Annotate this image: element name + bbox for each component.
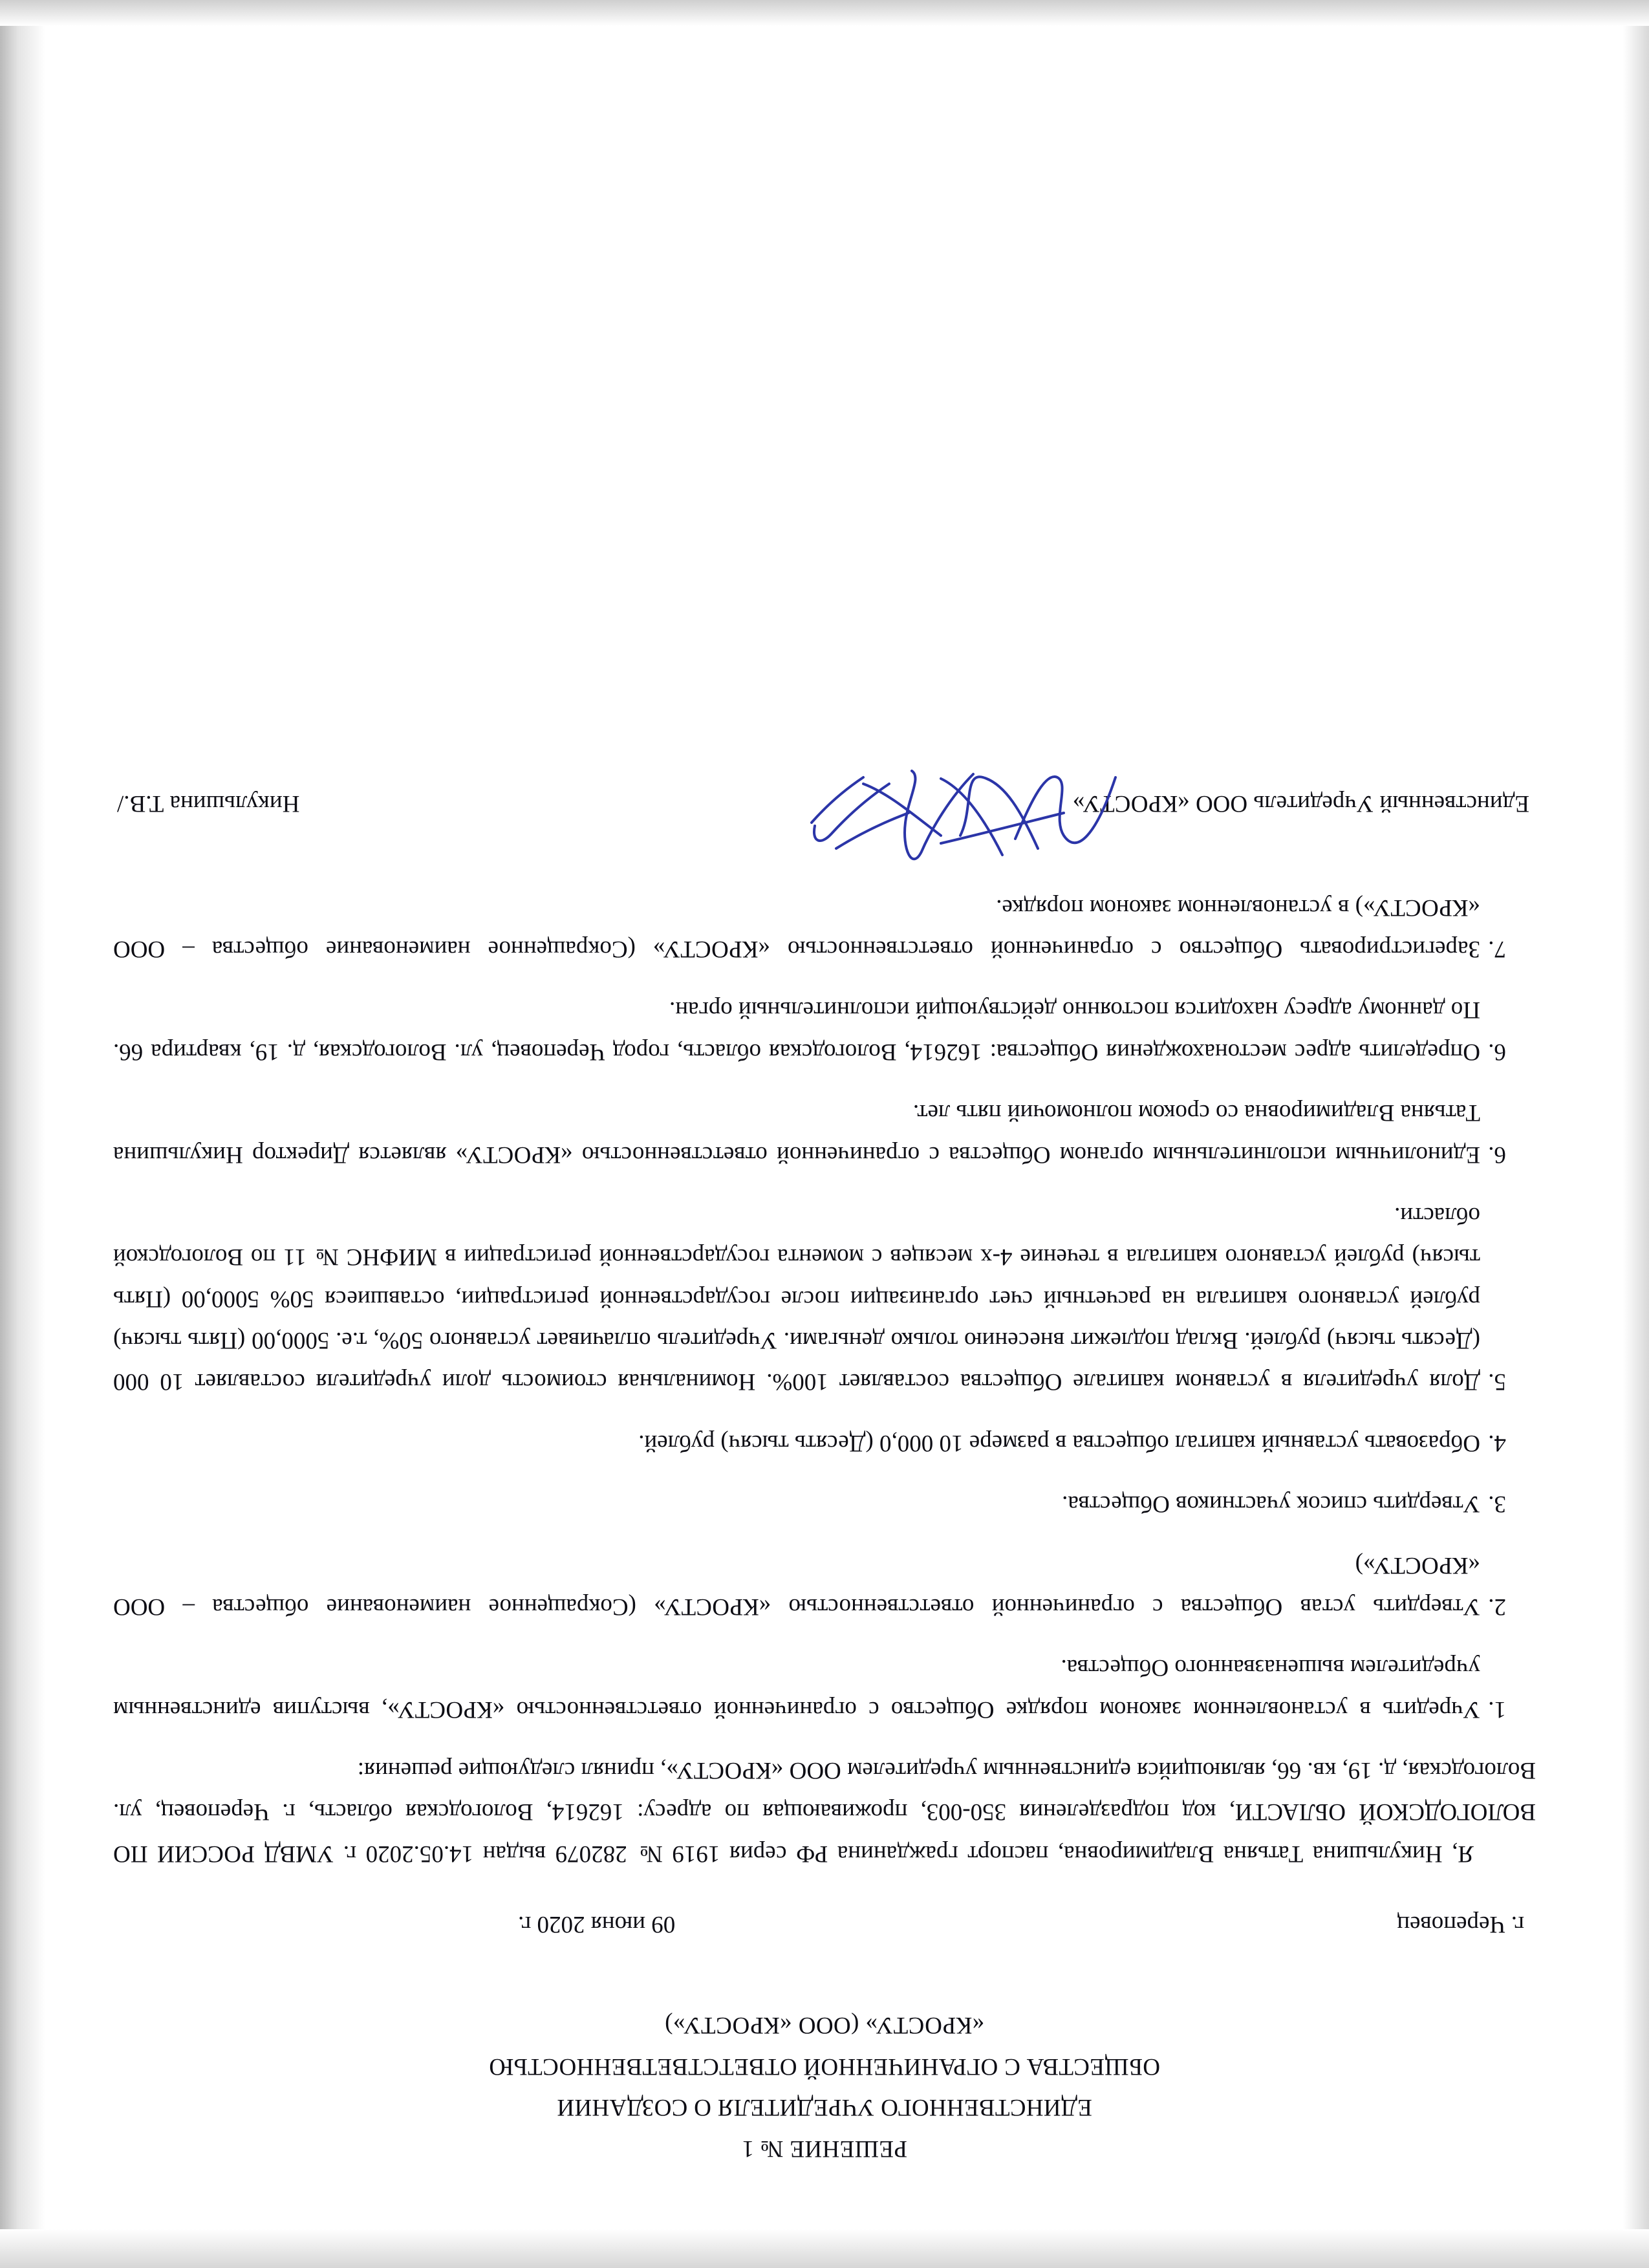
title-line-entity-type: ОБЩЕСТВА С ОГРАНИЧЕННОЙ ОТВЕТСТВЕТВЕННОСТЬЮ	[488, 2053, 1161, 2080]
list-item-number: 4.	[1488, 1429, 1506, 1456]
scan-edge-shading-bottom	[0, 2229, 1649, 2268]
list-item-text: Единоличным исполнительным органом Общества с ограниченной ответственностью «КРОСТУ» является Директор Никульшина Татьяна Владимировна со сроком полномочий пять лет.	[113, 1099, 1480, 1168]
list-item-text: Утвердить список участников Общества.	[1062, 1491, 1480, 1518]
document-meta	[113, 1904, 1536, 1945]
preamble-paragraph: Я, Никульшина Татьяна Владимировна, паспорт гражданина РФ серия 1919 № 282079 выдан 14.05.2020 г. УМВД РОССИИ ПО ВОЛОГОДСКОЙ ОБЛАСТИ, код подразделения 350-003, проживающая по адресу: 162614, Вологодская область, г. Череповец, ул. Вологодская, д. 19, кв. 66, являющийся единственным учредителем ООО «КРОСТУ», принял следующие решения:	[113, 1757, 1536, 1867]
list-item-text: Образовать уставный капитал общества в размере 10 000,0 (Десять тысяч) рублей.	[638, 1429, 1480, 1456]
list-item-number: 3.	[1488, 1491, 1506, 1518]
scan-edge-shading-top	[0, 0, 1649, 26]
list-item	[113, 1194, 1536, 1403]
title-line-entity-name: «КРОСТУ» (ООО «КРОСТУ»)	[664, 2012, 985, 2039]
list-item-number: 6.	[1488, 1141, 1506, 1168]
title-line-subject: ЕДИНСТВЕННОГО УЧРЕДИТЕЛЯ О СОЗДАНИИ	[557, 2094, 1092, 2121]
list-item-number: 2.	[1488, 1593, 1506, 1620]
list-item	[113, 886, 1536, 969]
decisions-list	[113, 886, 1536, 1729]
signature-role: Единственный Учредитель ООО «КРОСТУ»	[1072, 790, 1529, 817]
list-item	[113, 989, 1536, 1072]
list-item-text: Учредить в установленном законом порядке Общество с ограниченной ответственностью «КРОСТУ», выступив единственным учредителем вышеназванного Общества.	[113, 1654, 1480, 1723]
list-item	[113, 1422, 1536, 1463]
list-item	[113, 1647, 1536, 1730]
meta-city: г. Череповец	[1397, 1911, 1524, 1938]
list-item-number: 6.	[1488, 1038, 1506, 1065]
list-item-number: 5.	[1488, 1368, 1506, 1396]
title-line-number: РЕШЕНИЕ № 1	[742, 2135, 907, 2162]
document-body-upside-down	[113, 84, 1536, 2173]
list-item-text: Утвердить устав Общества с ограниченной ответственностью «КРОСТУ» (Сокращенное наименование общества – ООО «КРОСТУ»)	[113, 1551, 1480, 1620]
signature-name: Никульшина Т.В./	[117, 790, 300, 817]
meta-date: 09 июня 2020 г.	[518, 1911, 676, 1938]
document-title	[113, 2005, 1536, 2170]
list-item-text: Зарегистрировать Общество с ограниченной ответственностью «КРОСТУ» (Сокращенное наименование общества – ООО «КРОСТУ») в установленном законом порядке.	[113, 894, 1480, 963]
list-item	[113, 1483, 1536, 1524]
list-item-number: 1.	[1488, 1696, 1506, 1723]
scan-edge-shading-left	[0, 0, 45, 2268]
list-item-text: Определить адрес местонахождения Общества: 162614, Вологодская область, город Череповец, ул. Вологодская, д. 19, квартира 66. По данному адресу находится постоянно действующий исполнительный орган.	[113, 997, 1480, 1065]
signature-block	[113, 783, 1536, 825]
list-item-number: 7.	[1488, 936, 1506, 963]
list-item	[113, 1092, 1536, 1175]
scan-edge-shading-right	[1623, 0, 1649, 2268]
list-item	[113, 1544, 1536, 1627]
list-item-text: Доля учредителя в уставном капитале Общества составляет 100%. Номинальная стоимость доли учредителя составляет 10 000 (Десять тысяч) рублей. Вклад подлежит внесению только деньгами. Учредитель оплачивает уставного 50%, т.е. 5000,00 (Пять тысяч) рублей уставного капитала на расчетный счет организации после государственной регистрации, оставшиеся 50% 5000,00 (Пять тысяч) рублей уставного капитала в течение 4-х месяцев с момента государственной регистрации в МИФНС № 11 по Вологодской области.	[113, 1202, 1480, 1396]
